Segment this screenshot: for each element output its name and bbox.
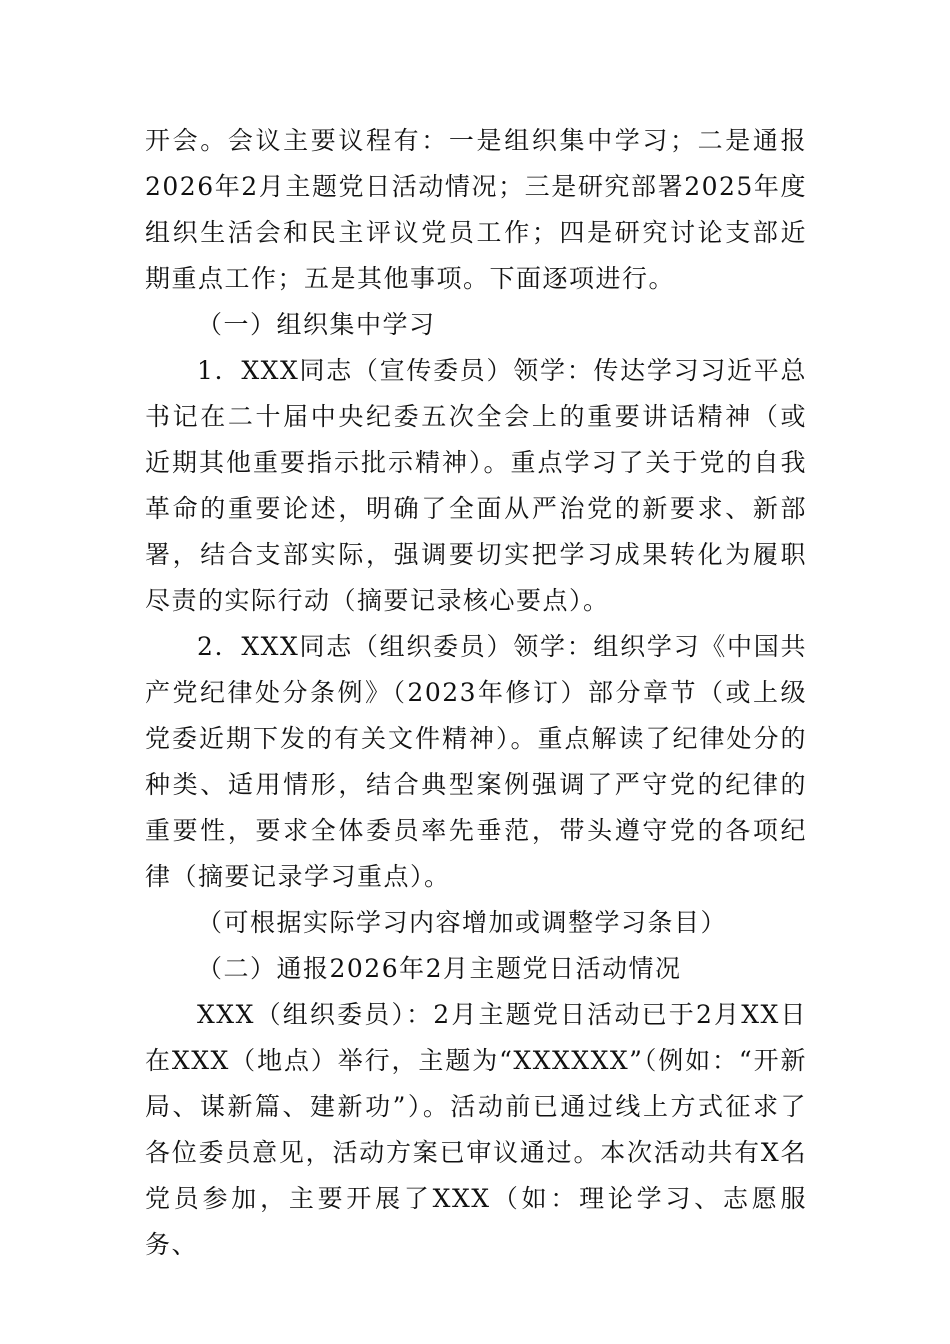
agenda-paragraph: 开会。会议主要议程有：一是组织集中学习；二是通报2026年2月主题党日活动情况；三是研究部署2025年度组织生活会和民主评议党员工作；四是研究讨论支部近期重点工作；五是其他事项。下面逐项进行。 xyxy=(145,126,807,293)
section-heading-study: （一）组织集中学习 xyxy=(197,310,436,339)
document-body xyxy=(145,118,807,1268)
report-paragraph: XXX（组织委员）：2月主题党日活动已于2月XX日在XXX（地点）举行，主题为“XXXXXX”（例如：“开新局、谋新篇、建新功”）。活动前已通过线上方式征求了各位委员意见，活动方案已审议通过。本次活动共有X名党员参加，主要开展了XXX（如：理论学习、志愿服务、 xyxy=(145,1000,807,1259)
study-note: （可根据实际学习内容增加或调整学习条目） xyxy=(197,908,728,937)
section-heading-report: （二）通报2026年2月主题党日活动情况 xyxy=(197,954,682,983)
study-item-1: 1．XXX同志（宣传委员）领学：传达学习习近平总书记在二十届中央纪委五次全会上的重要讲话精神（或近期其他重要指示批示精神）。重点学习了关于党的自我革命的重要论述，明确了全面从严治党的新要求、新部署，结合支部实际，强调要切实把学习成果转化为履职尽责的实际行动（摘要记录核心要点）。 xyxy=(145,356,807,615)
study-item-2: 2．XXX同志（组织委员）领学：组织学习《中国共产党纪律处分条例》（2023年修订）部分章节（或上级党委近期下发的有关文件精神）。重点解读了纪律处分的种类、适用情形，结合典型案例强调了严守党的纪律的重要性，要求全体委员率先垂范，带头遵守党的各项纪律（摘要记录学习重点）。 xyxy=(145,632,807,891)
